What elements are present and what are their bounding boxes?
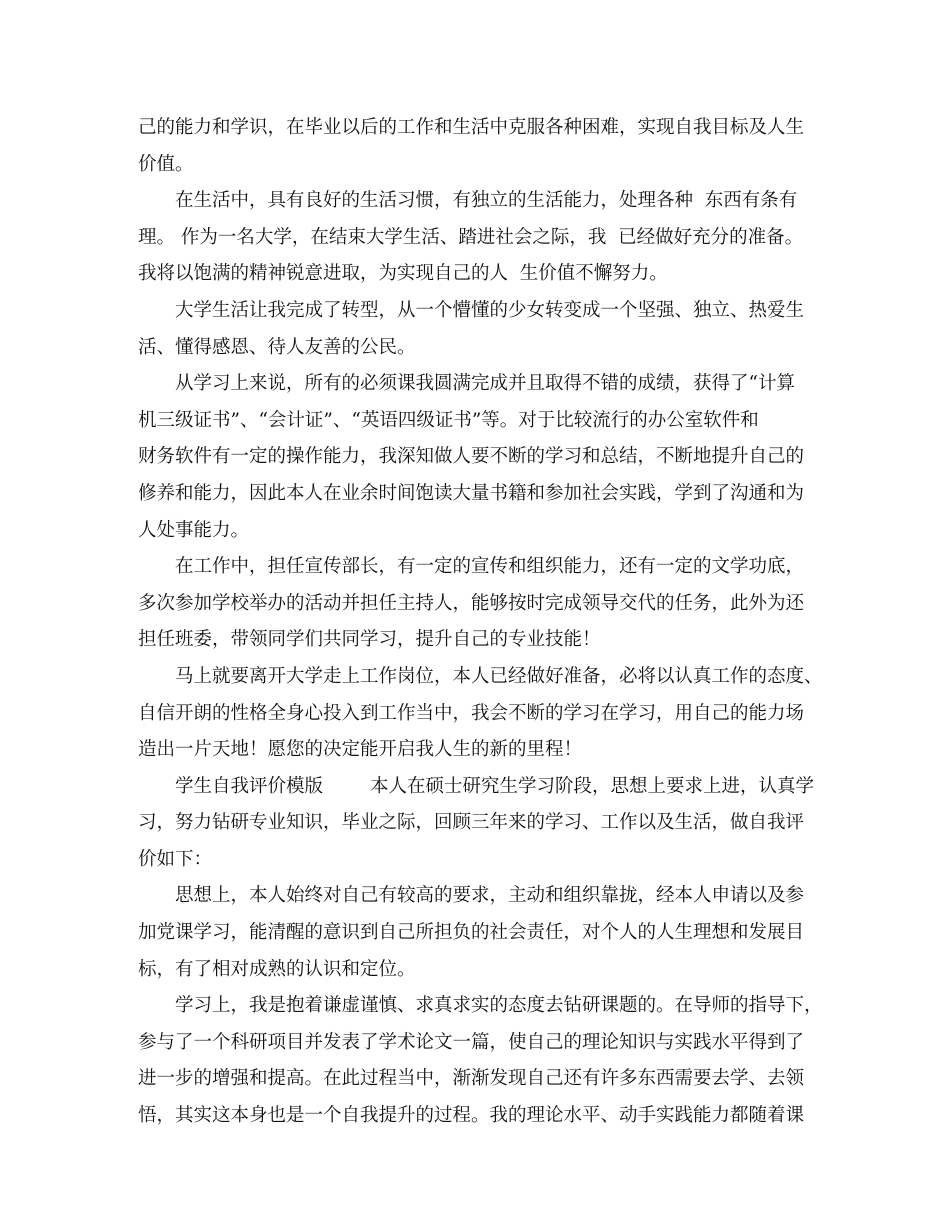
paragraph-start-line: 在工作中，担任宣传部长，有一定的宣传和组织能力，还有一定的文学功底， bbox=[175, 556, 805, 578]
text-line: 财务软件有一定的操作能力，我深知做人要不断的学习和总结，不断地提升自己的 bbox=[138, 446, 805, 468]
text-line: 修养和能力，因此本人在业余时间饱读大量书籍和参加社会实践，学到了沟通和为 bbox=[138, 482, 805, 504]
text-line: 加党课学习，能清醒的意识到自己所担负的社会责任，对个人的人生理想和发展目 bbox=[138, 922, 805, 944]
text-line: 价如下： bbox=[138, 848, 213, 870]
text-line: 机三级证书”、“会计证”、“英语四级证书”等。对于比较流行的办公室软件和 bbox=[138, 409, 759, 431]
text-line: 价值。 bbox=[138, 153, 194, 175]
text-line: 人处事能力。 bbox=[138, 519, 250, 541]
text-line: 参与了一个科研项目并发表了学术论文一篇，使自己的理论知识与实践水平得到了 bbox=[138, 1031, 805, 1053]
paragraph-start-line: 学生自我评价模版 本人在硕士研究生学习阶段，思想上要求上进，认真学 bbox=[175, 775, 815, 797]
text-line: 自信开朗的性格全身心投入到工作当中，我会不断的学习在学习，用自己的能力场 bbox=[138, 702, 805, 724]
text-line: 我将以饱满的精神锐意进取，为实现自己的人 生价值不懈努力。 bbox=[138, 263, 668, 285]
text-line: 悟，其实这本身也是一个自我提升的过程。我的理论水平、动手实践能力都随着课 bbox=[138, 1105, 805, 1127]
text-line: 标，有了相对成熟的认识和定位。 bbox=[138, 958, 416, 980]
text-line: 进一步的增强和提高。在此过程当中，渐渐发现自己还有许多东西需要去学、去领 bbox=[138, 1068, 805, 1090]
text-line: 活、懂得感恩、待人友善的公民。 bbox=[138, 336, 416, 358]
paragraph-start-line: 思想上，本人始终对自己有较高的要求，主动和组织靠拢，经本人申请以及参 bbox=[175, 885, 805, 907]
text-line: 理。 作为一名大学，在结束大学生活、踏进社会之际，我 已经做好充分的准备。 bbox=[138, 226, 804, 248]
paragraph-start-line: 学习上，我是抱着谦虚谨慎、求真求实的态度去钻研课题的。在导师的指导下， bbox=[175, 995, 823, 1017]
paragraph-start-line: 从学习上来说，所有的必须课我圆满完成并且取得不错的成绩，获得了“计算 bbox=[175, 373, 795, 395]
text-line: 己的能力和学识，在毕业以后的工作和生活中克服各种困难，实现自我目标及人生 bbox=[138, 117, 805, 138]
text-line: 担任班委，带领同学们共同学习，提升自己的专业技能！ bbox=[138, 629, 601, 651]
text-line: 多次参加学校举办的活动并担任主持人，能够按时完成领导交代的任务，此外为还 bbox=[138, 592, 805, 614]
text-line: 造出一片天地！愿您的决定能开启我人生的新的里程！ bbox=[138, 739, 583, 761]
document-body bbox=[138, 110, 823, 1135]
paragraph-start-line: 马上就要离开大学走上工作岗位，本人已经做好准备，必将以认真工作的态度、 bbox=[175, 665, 823, 687]
paragraph-start-line: 大学生活让我完成了转型，从一个懵懂的少女转变成一个坚强、独立、热爱生 bbox=[175, 299, 805, 321]
text-line: 习，努力钻研专业知识，毕业之际，回顾三年来的学习、工作以及生活，做自我评 bbox=[138, 812, 805, 834]
paragraph-start-line: 在生活中，具有良好的生活习惯，有独立的生活能力，处理各种 东西有条有 bbox=[175, 190, 798, 212]
